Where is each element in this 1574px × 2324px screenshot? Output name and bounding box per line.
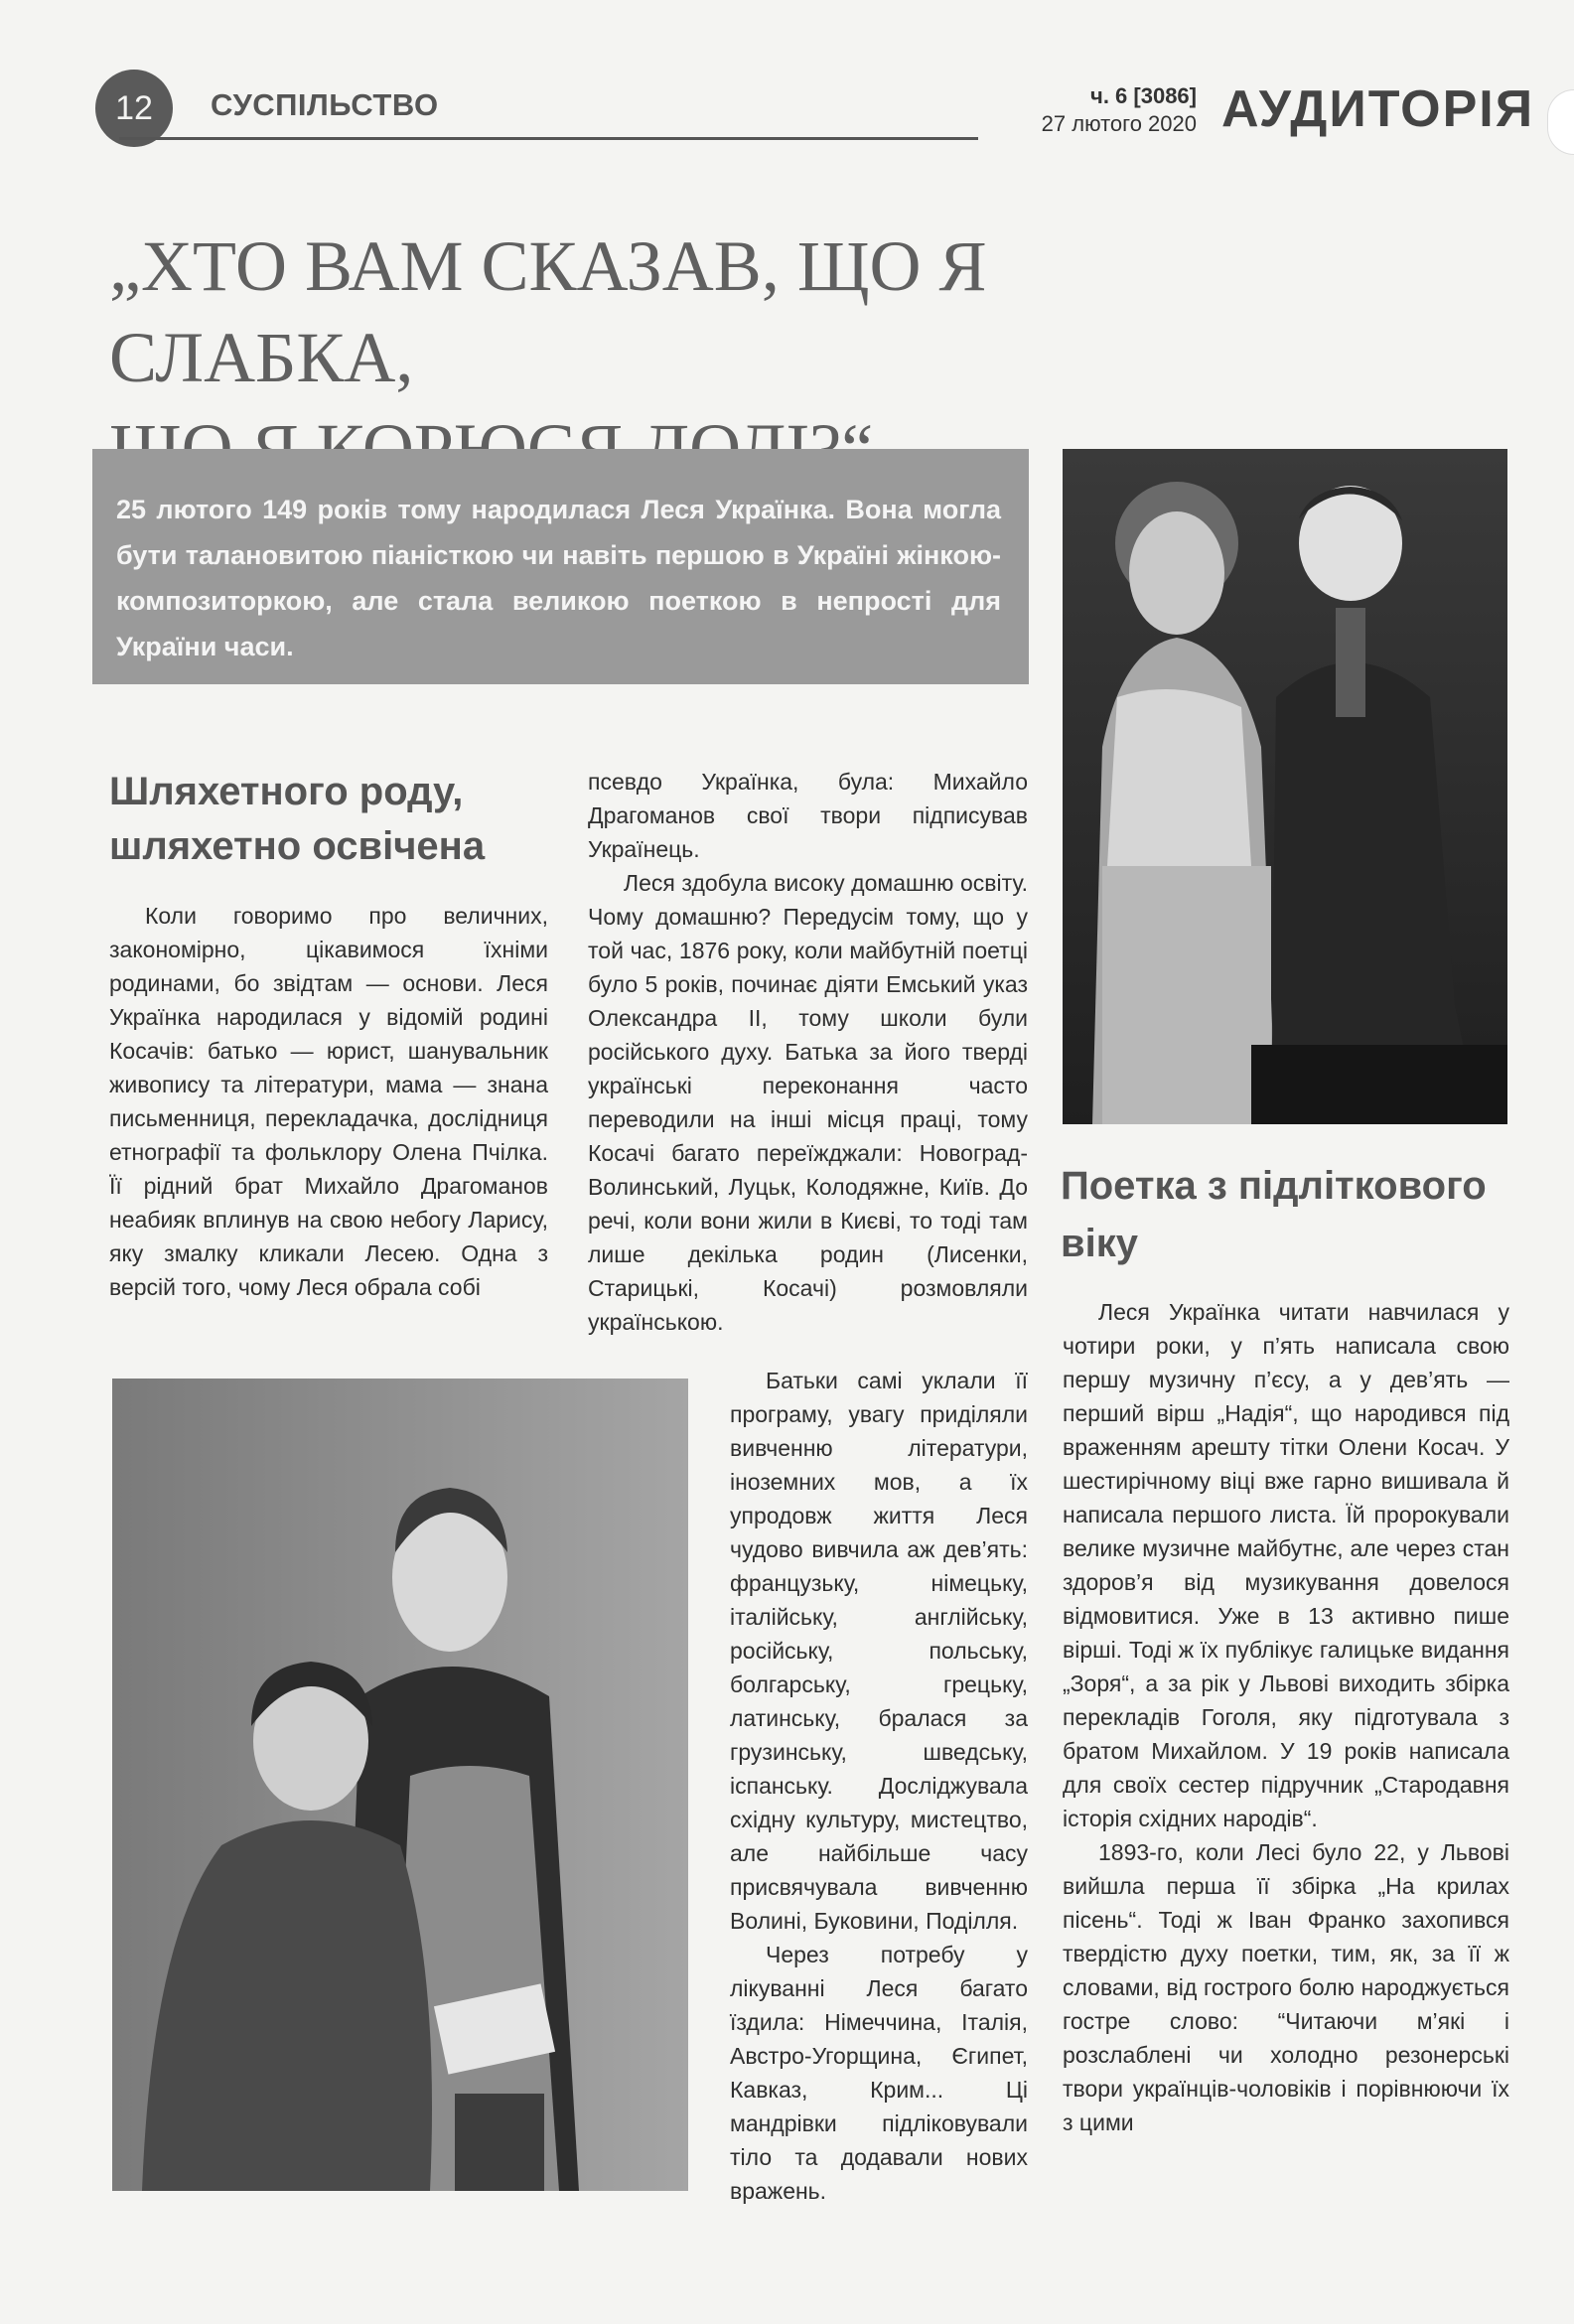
section-1-paragraph-3: Батьки самі уклали її програму, увагу приділяли вивченню літератури, іноземних мов, а їх упродовж життя Леся чудово вивчила аж дев’ять: французьку, німецьку, італійську, англійську, російську, польську, болгарську, грецьку, латинську, бралася за грузинську, шведську, іспанську. Досліджувала східну культуру, мистецтво, але найбільше часу присвячувала вивченню Волині, Буковини, Поділля. bbox=[730, 1368, 1028, 1934]
photo-mother-daughter-image bbox=[112, 1379, 688, 2191]
section-1-heading: Шляхетного роду, шляхетно освічена bbox=[109, 770, 486, 868]
section-1-paragraph-1: Коли говоримо про величних, закономірно, цікавимося їхніми родинами, бо звідтам — основи. Леся Українка народилася у відомій родині Косачів: батько — юрист, шанувальник живопису та літератури, мама — знана письменниця, перекладачка, дослідниця етнографії та фольклору Олена Пчілка. Її рідний брат Михайло Драгоманов неабияк вплинув на свою небогу Ларису, яку змалку кликали Лесею. Одна з версій того, чому Леся обрала собі bbox=[109, 903, 548, 1300]
column-1 bbox=[109, 899, 548, 1304]
lead-box bbox=[92, 449, 1029, 684]
header-divider bbox=[119, 137, 978, 140]
issue-info bbox=[998, 83, 1197, 137]
section-2-paragraph-2: 1893-го, коли Лесі було 22, у Львові вийшла перша її збірка „На крилах пісень“. Тоді ж Іван Франко захопився твердістю духу поетки, тим, як, за її ж словами, від гострого болю народжується гостре слово: “Читаючи м’які і розслаблені чи холодно резонерські твори українців-чоловіків і порівнюючи їх з цими bbox=[1063, 1839, 1509, 2135]
column-3 bbox=[1063, 1295, 1509, 2139]
headline-line-1: „ХТО ВАМ СКАЗАВ, ЩО Я СЛАБКА, bbox=[109, 226, 987, 397]
section-name: СУСПІЛЬСТВО bbox=[211, 87, 439, 122]
column-2-top bbox=[588, 765, 1028, 1339]
photo-children bbox=[1063, 449, 1507, 1124]
photo-children-image bbox=[1063, 449, 1507, 1124]
section-2-heading: Поетка з підліткового віку bbox=[1061, 1164, 1487, 1265]
section-1-paragraph-2: Леся здобула високу домашню освіту. Чому домашню? Передусім тому, що у той час, 1876 року, коли майбутній поетці було 5 років, починає діяти Емський указ Олександра II, тому школи були російського духу. Батька за його тверді українські переконання часто переводили на інші місця праці, тому Косачі багато переїжджали: Новоград-Волинський, Луцьк, Колодяжне, Київ. До речі, коли вони жили в Києві, то тоді там лише декілька родин (Лисенки, Старицькі, Косачі) розмовляли українською. bbox=[588, 870, 1028, 1335]
publication-logo: АУДИТОРІЯ bbox=[1221, 80, 1535, 138]
photo-mother-daughter bbox=[112, 1379, 688, 2191]
issue-date: 27 лютого 2020 bbox=[1041, 111, 1197, 136]
section-1-paragraph-1-continued: псевдо Українка, була: Михайло Драгоманов свої твори підписував Українець. bbox=[588, 769, 1028, 862]
column-2-bottom bbox=[730, 1364, 1028, 2208]
section-1-paragraph-4: Через потребу у лікуванні Леся багато їздила: Німеччина, Італія, Австро-Угорщина, Єгипет, Кавказ, Крим... Ці мандрівки підліковували тіло та додавали нових вражень. bbox=[730, 1942, 1028, 2204]
section-2-paragraph-1: Леся Українка читати навчилася у чотири роки, у п’ять написала свою першу музичну п’єсу, а у дев’ять — перший вірш „Надія“, що народився під враженням арешту тітки Олени Косач. У шестирічному віці вже гарно вишивала й написала першого листа. Їй пророкували велике музичне майбутнє, але через стан здоров’я від музикування довелося відмовитися. Уже в 13 активно пише вірші. Тоді ж їх публікує галицьке видання „Зоря“, а за рік у Львові виходить збірка перекладів Гоголя, яку підготувала з братом Михайлом. У 19 років написала для своїх сестер підручник „Стародавня історія східних народів“. bbox=[1063, 1299, 1509, 1831]
lead-text: 25 лютого 149 років тому народилася Леся Українка. Вона могла бути талановитою піаністкою чи навіть першою в Україні жінкою-композиторкою, але стала великою поеткою в непрості для України часи. bbox=[116, 495, 1001, 661]
issue-number: ч. 6 [3086] bbox=[1090, 83, 1197, 108]
binder-hole bbox=[1547, 89, 1574, 155]
page-number: 12 bbox=[95, 70, 173, 147]
